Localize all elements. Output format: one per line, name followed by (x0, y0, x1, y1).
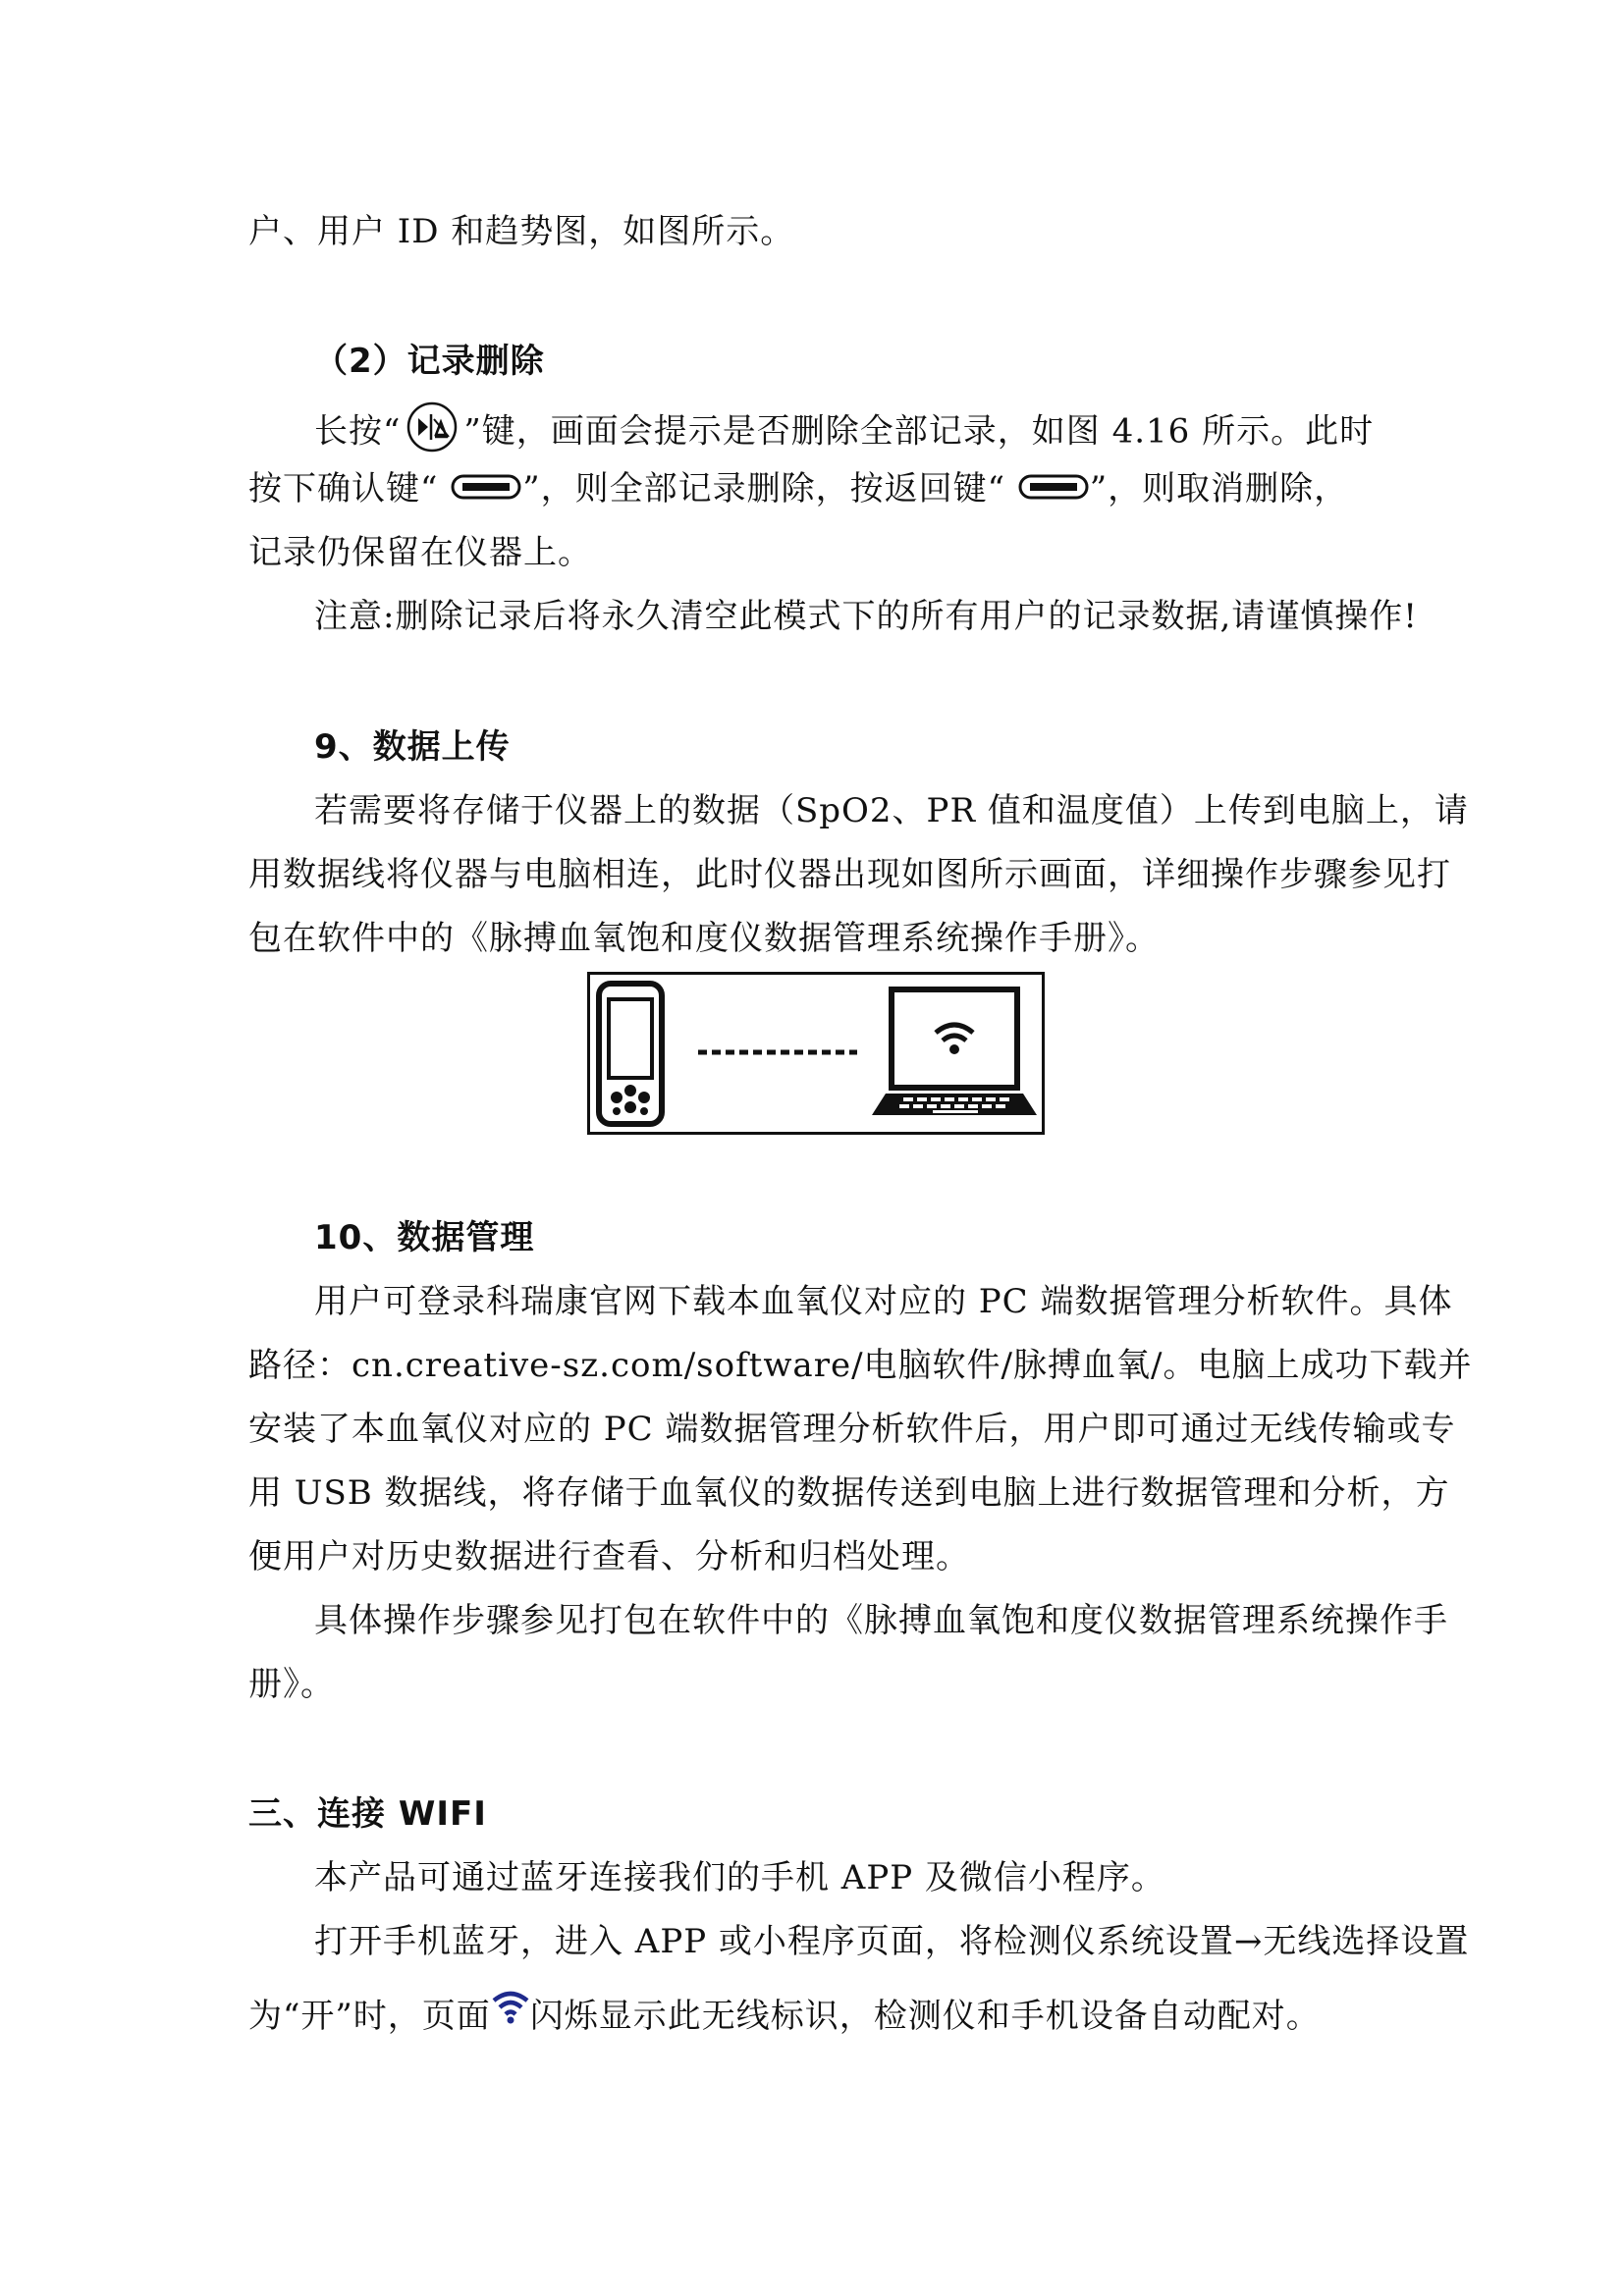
paragraph-line: 记录仍保留在仪器上。 (248, 533, 592, 572)
text-span: 按下确认键“ (248, 469, 451, 508)
laptop-wifi-icon (872, 989, 1037, 1115)
text-span: ”，则全部记录删除，按返回键“ (522, 469, 1017, 508)
paragraph-line: 户、用户 ID 和趋势图，如图所示。 (248, 212, 795, 251)
text-span: 长按“ (314, 411, 402, 452)
play-mute-alarm-icon (401, 401, 463, 465)
text-span: ”，则取消删除， (1089, 469, 1349, 508)
section-heading-connect-wifi: 三、连接 WIFI (248, 1794, 487, 1834)
upload-diagram (587, 972, 1045, 1135)
paragraph-line: 用户可登录科瑞康官网下载本血氧仪对应的 PC 端数据管理分析软件。具体 (314, 1282, 1453, 1321)
section-heading-data-upload: 9、数据上传 (314, 727, 511, 767)
section-heading-data-management: 10、数据管理 (314, 1218, 535, 1257)
oximeter-device-icon (599, 984, 662, 1124)
text-span: ”键，画面会提示是否删除全部记录，如图 4.16 所示。此时 (463, 411, 1375, 452)
wireless-icon (491, 1987, 530, 2039)
paragraph-line: 路径：cn.creative-sz.com/software/电脑软件/脉搏血氧/。电脑上成功下载并 (248, 1346, 1473, 1385)
text-span: 闪烁显示此无线标识，检测仪和手机设备自动配对。 (529, 1997, 1321, 2036)
paragraph-line: 具体操作步骤参见打包在软件中的《脉搏血氧饱和度仪数据管理系统操作手 (314, 1601, 1448, 1640)
paragraph-line: 用数据线将仪器与电脑相连，此时仪器出现如图所示画面，详细操作步骤参见打 (248, 855, 1451, 894)
section-heading-record-delete: （2）记录删除 (314, 342, 545, 381)
paragraph-line: 册》。 (248, 1665, 335, 1704)
back-key-icon (1017, 467, 1090, 514)
paragraph-line: 若需要将存储于仪器上的数据（SpO2、PR 值和温度值）上传到电脑上，请 (314, 791, 1469, 830)
paragraph-line: 用 USB 数据线，将存储于血氧仪的数据传送到电脑上进行数据管理和分析，方 (248, 1473, 1450, 1513)
paragraph-line (248, 465, 1387, 514)
paragraph-line (248, 1993, 1387, 2040)
paragraph-line: 包在软件中的《脉搏血氧饱和度仪数据管理系统操作手册》。 (248, 919, 1160, 958)
paragraph-line: 便用户对历史数据进行查看、分析和归档处理。 (248, 1537, 970, 1576)
text-span: 为“开”时，页面 (248, 1997, 491, 2036)
note-line: 注意:删除记录后将永久清空此模式下的所有用户的记录数据,请谨慎操作! (314, 597, 1418, 636)
paragraph-line (314, 401, 1387, 465)
paragraph-line: 本产品可通过蓝牙连接我们的手机 APP 及微信小程序。 (314, 1858, 1165, 1897)
paragraph-line: 打开手机蓝牙，进入 APP 或小程序页面，将检测仪系统设置→无线选择设置 (314, 1922, 1470, 1961)
confirm-key-icon (450, 467, 522, 514)
paragraph-line: 安装了本血氧仪对应的 PC 端数据管理分析软件后，用户即可通过无线传输或专 (248, 1410, 1456, 1449)
